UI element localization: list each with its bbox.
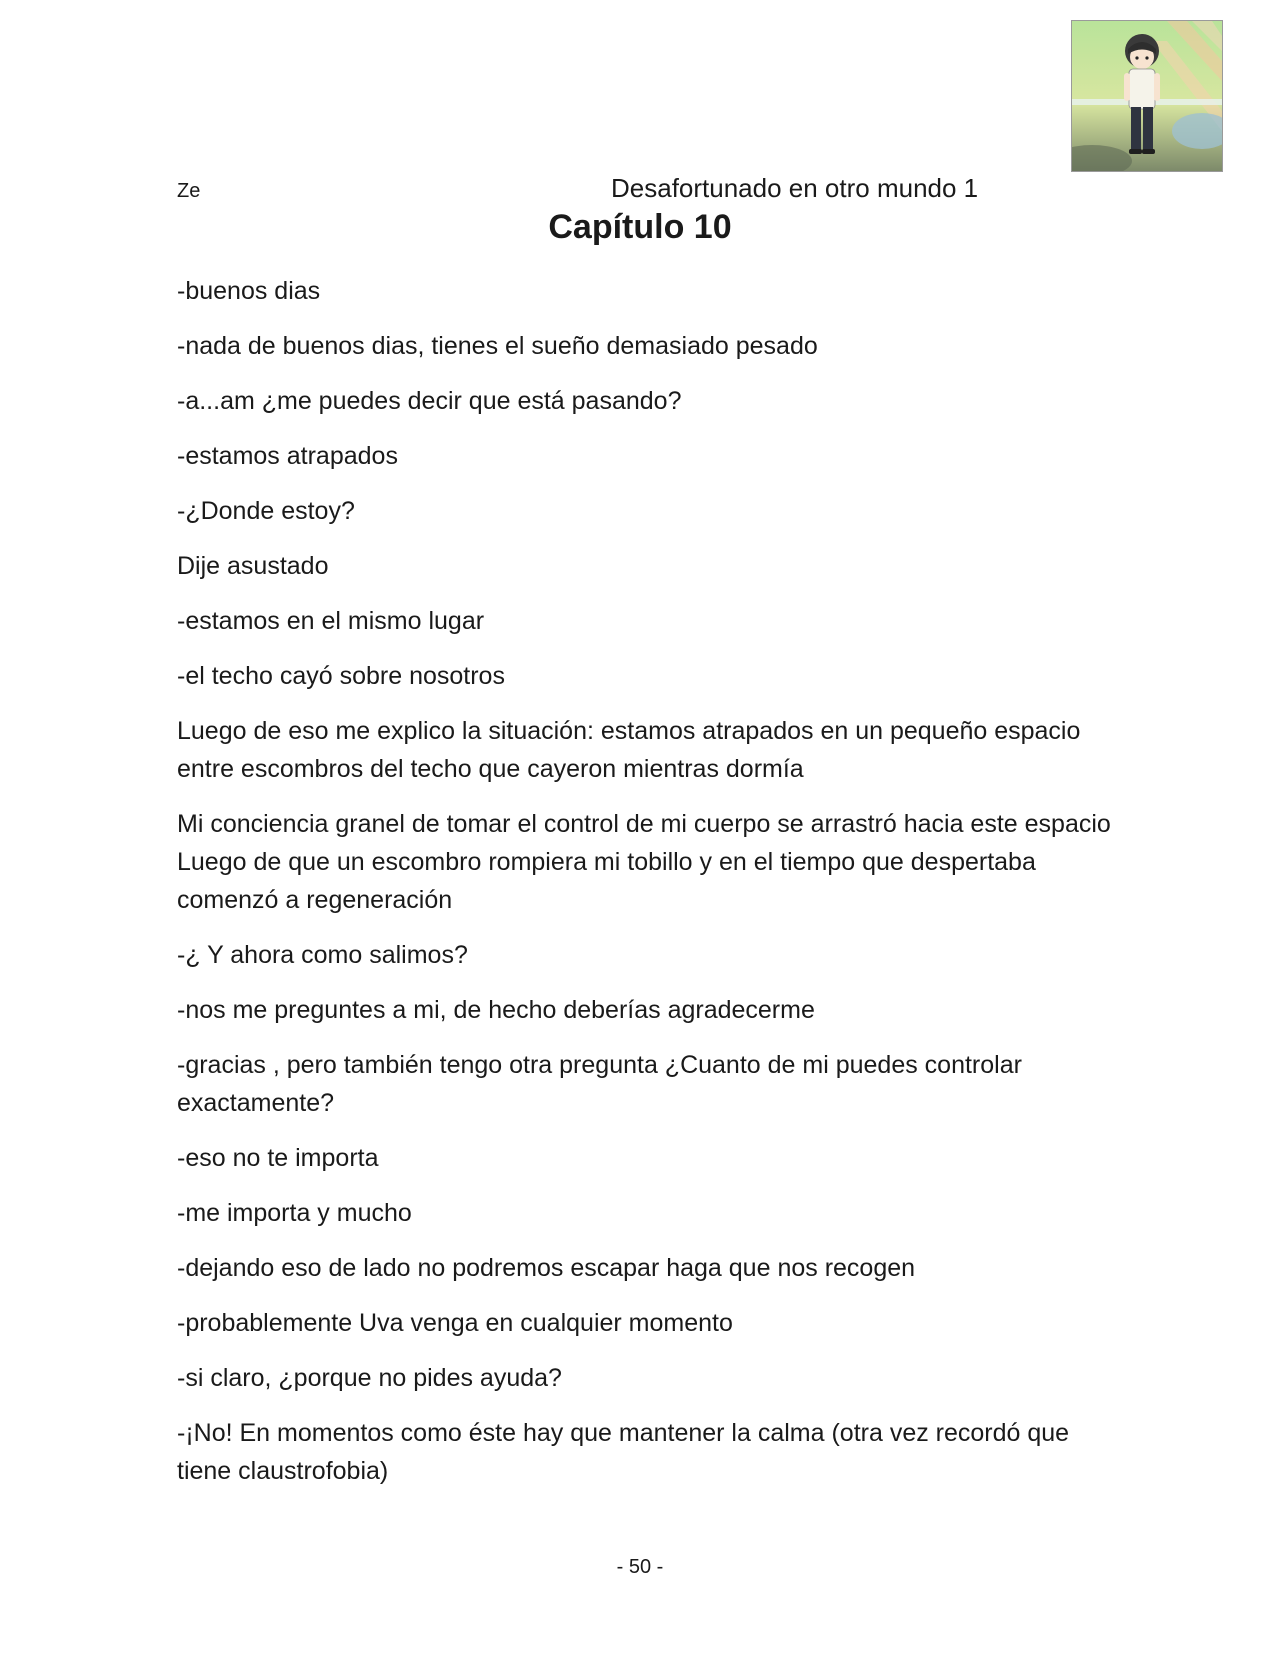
character-illustration-svg (1072, 21, 1222, 171)
anime-character-illustration (1071, 20, 1223, 172)
paragraph: -nada de buenos dias, tienes el sueño demasiado pesado (177, 332, 818, 360)
paragraph: -el techo cayó sobre nosotros (177, 662, 505, 690)
paragraph: Dije asustado (177, 552, 329, 580)
page-number: - 50 - (616, 1556, 664, 1578)
paragraph: -estamos atrapados (177, 442, 398, 470)
paragraph: Luego de eso me explico la situación: estamos atrapados en un pequeño espacio entre escombros del techo que cayeron mientras dormía (177, 717, 1081, 783)
author-name: Ze (177, 180, 201, 202)
paragraph: -¡No! En momentos como éste hay que mantener la calma (otra vez recordó que tiene claustrofobia) (177, 1419, 1070, 1485)
book-title: Desafortunado en otro mundo 1 (611, 173, 979, 203)
paragraph: -estamos en el mismo lugar (177, 607, 485, 635)
paragraph: -gracias , pero también tengo otra pregunta ¿Cuanto de mi puedes controlar exactamente? (177, 1051, 1022, 1117)
paragraph: -dejando eso de lado no podremos escapar haga que nos recogen (177, 1254, 916, 1282)
paragraph: -¿ Y ahora como salimos? (177, 941, 468, 969)
paragraph: -si claro, ¿porque no pides ayuda? (177, 1364, 562, 1392)
paragraph: -probablemente Uva venga en cualquier momento (177, 1309, 733, 1337)
paragraph: Mi conciencia granel de tomar el control de mi cuerpo se arrastró hacia este espacio Luego de que un escombro rompiera mi tobillo y en el tiempo que despertaba comenzó a regeneración (177, 810, 1111, 914)
paragraph: -me importa y mucho (177, 1199, 412, 1227)
paragraph: -nos me preguntes a mi, de hecho deberías agradecerme (177, 996, 815, 1024)
chapter-title: Capítulo 10 (548, 208, 732, 246)
paragraph: -eso no te importa (177, 1144, 379, 1172)
paragraph: -a...am ¿me puedes decir que está pasando? (177, 387, 682, 415)
paragraph: -¿Donde estoy? (177, 497, 355, 525)
chapter-body (177, 272, 1112, 1507)
paragraph: -buenos dias (177, 277, 321, 305)
